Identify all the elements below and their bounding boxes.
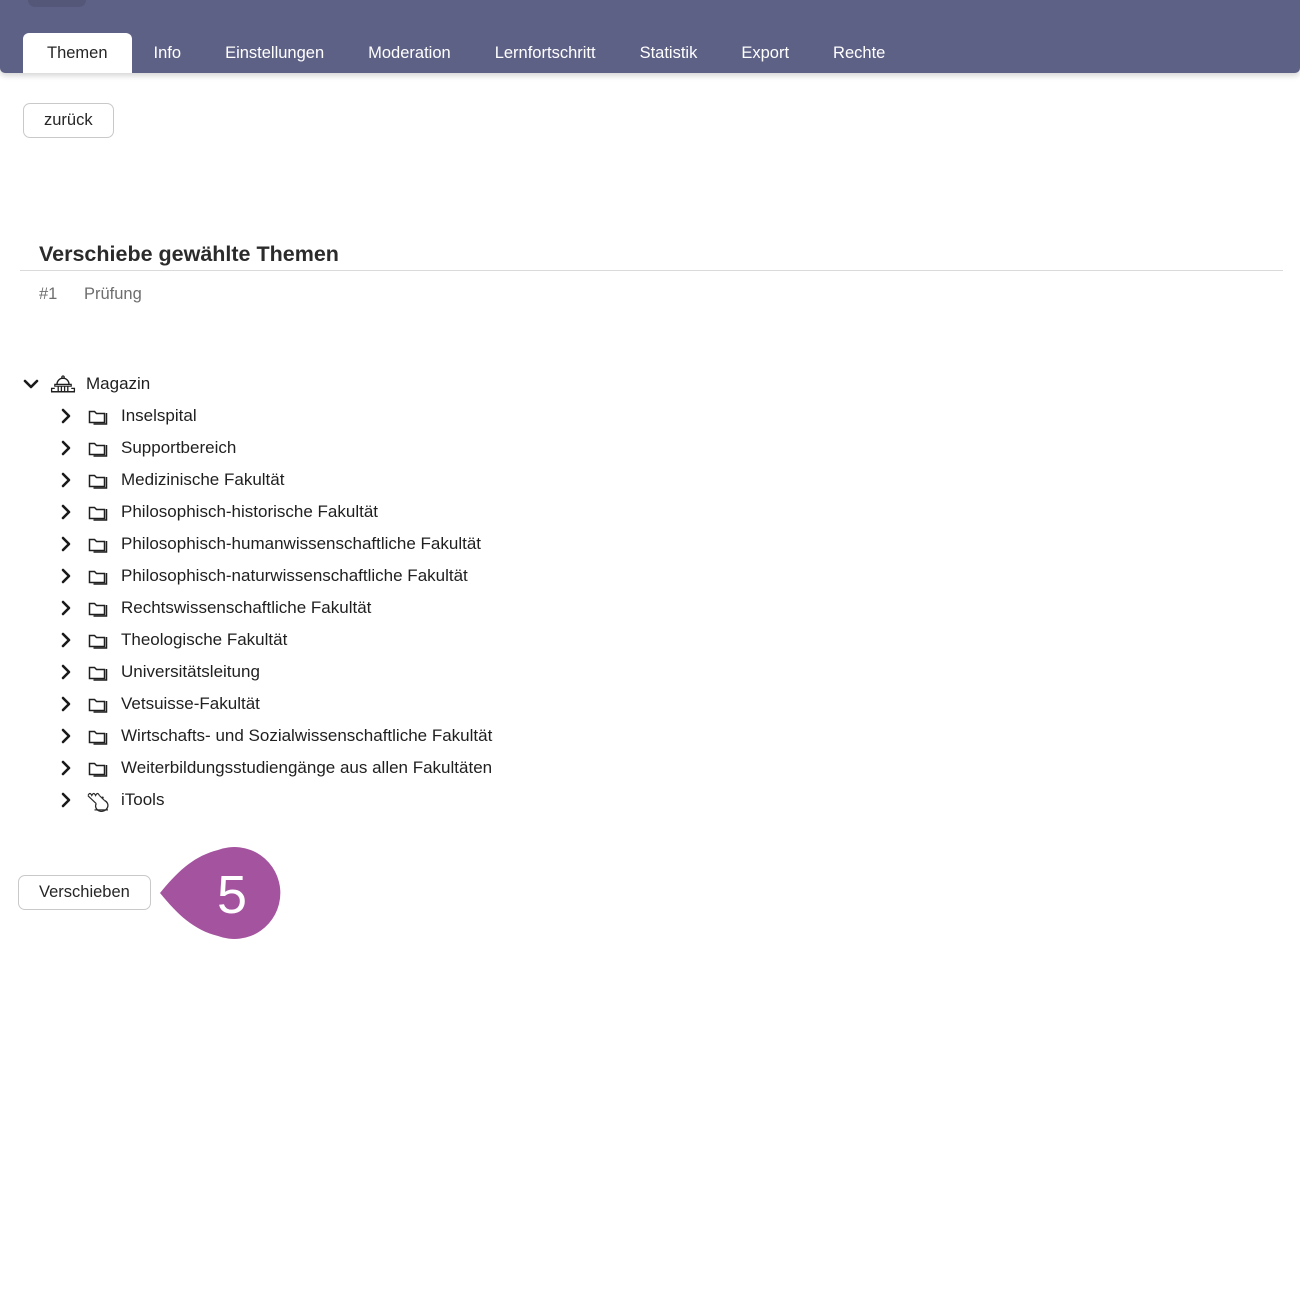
chevron-right-icon[interactable]: [57, 567, 75, 585]
tree-node-label[interactable]: Magazin: [86, 374, 151, 393]
tree-node-label[interactable]: iTools: [121, 790, 165, 809]
tree-node-label[interactable]: Rechtswissenschaftliche Fakultät: [121, 598, 372, 617]
chevron-right-icon[interactable]: [57, 503, 75, 521]
tab-list: [23, 33, 907, 73]
folder-icon: [85, 629, 111, 651]
header-remnant: [28, 0, 86, 7]
topic-title: Prüfung: [84, 285, 142, 303]
tab-lernfortschritt[interactable]: Lernfortschritt: [494, 44, 596, 62]
tree-node[interactable]: [22, 656, 492, 688]
chevron-right-icon[interactable]: [57, 599, 75, 617]
tab-einstellungen[interactable]: Einstellungen: [225, 44, 325, 62]
tree-node-label[interactable]: Philosophisch-humanwissenschaftliche Fakultät: [121, 534, 482, 553]
chevron-right-icon[interactable]: [57, 631, 75, 649]
folder-icon: [85, 501, 111, 523]
tree-node[interactable]: [22, 464, 492, 496]
repository-tree: [22, 368, 492, 816]
tree-node-root[interactable]: [22, 368, 492, 400]
tree-node[interactable]: [22, 432, 492, 464]
tab-moderation[interactable]: Moderation: [368, 44, 451, 62]
chevron-right-icon[interactable]: [57, 535, 75, 553]
folder-icon: [85, 405, 111, 427]
chevron-right-icon[interactable]: [57, 407, 75, 425]
tree-node[interactable]: [22, 528, 492, 560]
tree-node-label[interactable]: Philosophisch-historische Fakultät: [121, 502, 379, 521]
tree-node-itools[interactable]: [22, 784, 492, 816]
back-button[interactable]: zurück: [23, 103, 114, 138]
tree-node[interactable]: [22, 560, 492, 592]
tree-node[interactable]: [22, 688, 492, 720]
tree-node-label[interactable]: Vetsuisse-Fakultät: [121, 694, 260, 713]
folder-icon: [85, 437, 111, 459]
chevron-right-icon[interactable]: [57, 663, 75, 681]
tree-node-label[interactable]: Weiterbildungsstudiengänge aus allen Fakultäten: [121, 758, 493, 777]
chevron-right-icon[interactable]: [57, 759, 75, 777]
tree-node-label[interactable]: Universitätsleitung: [121, 662, 260, 681]
move-button[interactable]: Verschieben: [18, 875, 151, 910]
university-building-icon: [50, 373, 76, 395]
folder-icon: [85, 469, 111, 491]
tab-rechte[interactable]: Rechte: [833, 44, 886, 62]
tree-node-label[interactable]: Supportbereich: [121, 438, 237, 457]
folder-icon: [85, 725, 111, 747]
tree-node-label[interactable]: Theologische Fakultät: [121, 630, 288, 649]
title-divider: [20, 270, 1283, 271]
tree-node[interactable]: [22, 400, 492, 432]
page-title: Verschiebe gewählte Themen: [39, 242, 339, 266]
tab-statistik[interactable]: Statistik: [639, 44, 698, 62]
tree-node-label[interactable]: Philosophisch-naturwissenschaftliche Fakultät: [121, 566, 468, 585]
tree-node-label[interactable]: Inselspital: [121, 406, 197, 425]
tree-node[interactable]: [22, 720, 492, 752]
tab-bar: [0, 0, 1300, 73]
folder-icon: [85, 757, 111, 779]
tab-themen[interactable]: Themen: [23, 33, 132, 73]
tree-node-label[interactable]: Medizinische Fakultät: [121, 470, 285, 489]
folder-icon: [85, 533, 111, 555]
chevron-right-icon[interactable]: [57, 727, 75, 745]
folder-icon: [85, 597, 111, 619]
annotation-callout-5: [160, 844, 282, 942]
tree-node[interactable]: [22, 592, 492, 624]
tree-node[interactable]: [22, 496, 492, 528]
topic-number: #1: [39, 285, 58, 303]
tree-node-label[interactable]: Wirtschafts- und Sozialwissenschaftliche Fakultät: [121, 726, 493, 745]
selected-topic-row: [39, 285, 142, 304]
folder-icon: [85, 661, 111, 683]
chevron-right-icon[interactable]: [57, 471, 75, 489]
tree-node[interactable]: [22, 624, 492, 656]
folder-icon: [85, 693, 111, 715]
chevron-right-icon[interactable]: [57, 791, 75, 809]
tree-node[interactable]: [22, 752, 492, 784]
folder-icon: [85, 565, 111, 587]
tab-export[interactable]: Export: [741, 44, 790, 62]
chevron-right-icon[interactable]: [57, 695, 75, 713]
chevron-right-icon[interactable]: [57, 439, 75, 457]
itools-knife-icon: [85, 789, 111, 811]
chevron-down-icon[interactable]: [22, 375, 40, 393]
tab-info[interactable]: Info: [153, 44, 182, 62]
annotation-number: 5: [216, 865, 248, 925]
